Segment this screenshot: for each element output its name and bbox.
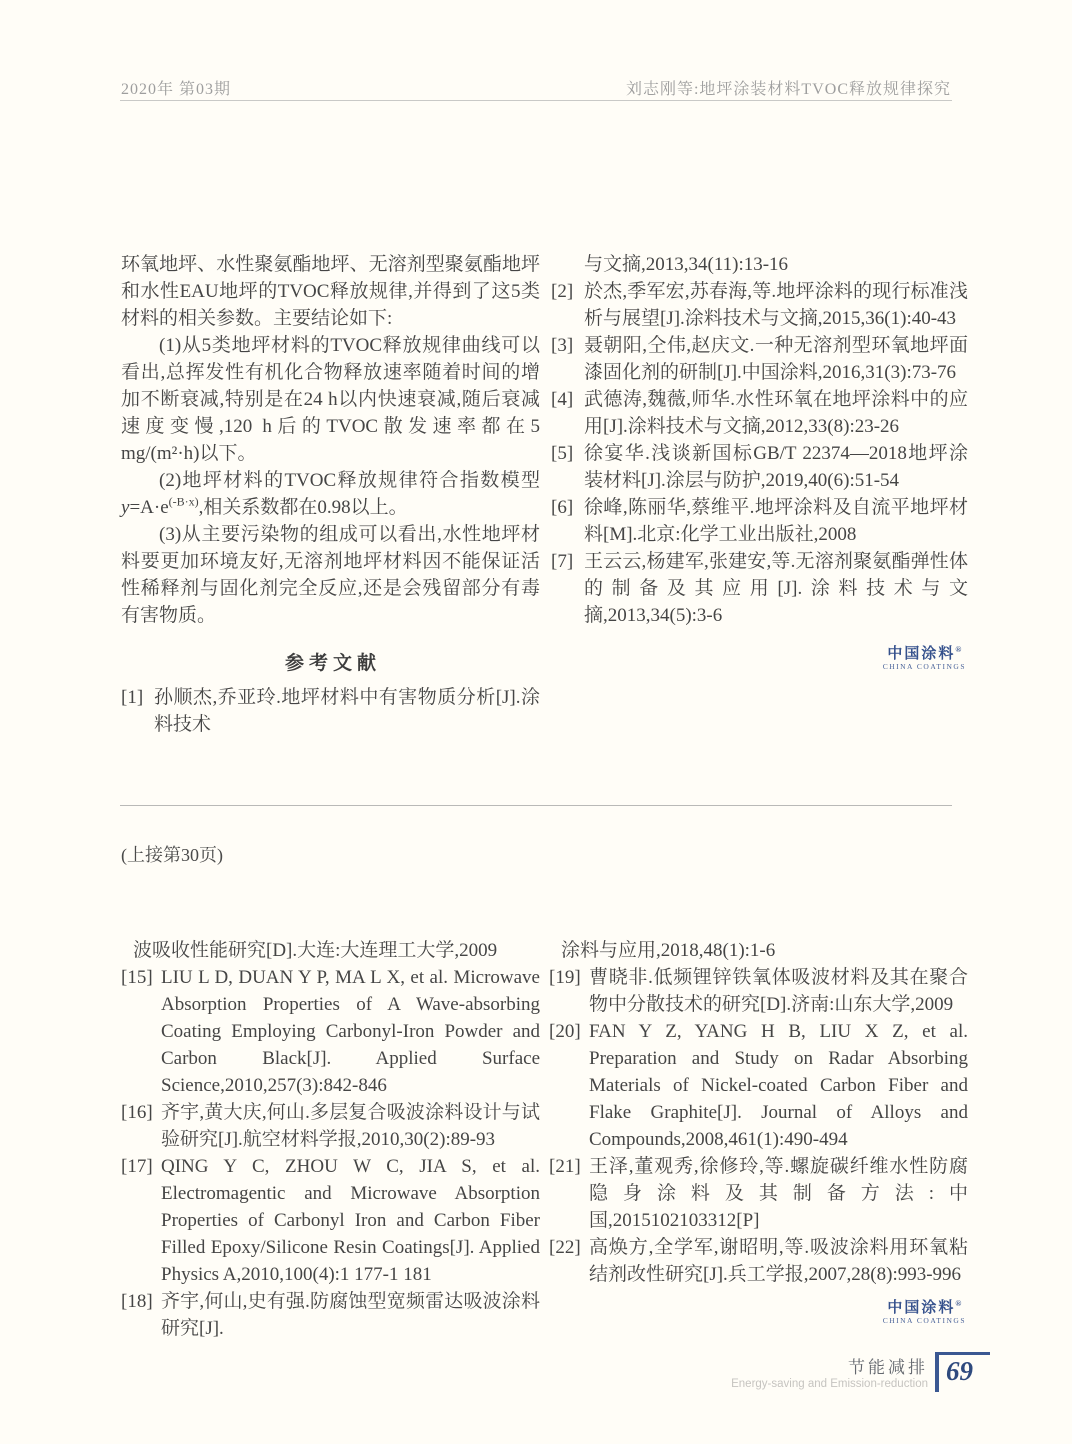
bottom-right-column xyxy=(549,937,968,1325)
reference-text: 於杰,季军宏,苏春海,等.地坪涂料的现行标准浅析与展望[J].涂料技术与文摘,2015,36(1):40-43 xyxy=(584,281,968,329)
formula-variable: y xyxy=(121,497,130,518)
reference-item-15 xyxy=(121,964,540,1099)
reference-text: 波吸收性能研究[D].大连:大连理工大学,2009 xyxy=(133,940,498,961)
reference-item-19 xyxy=(549,964,968,1018)
reference-text: 涂料与应用,2018,48(1):1-6 xyxy=(561,940,776,961)
reference-number: [21] xyxy=(549,1156,581,1177)
china-coatings-logo xyxy=(883,1296,966,1325)
header-running-title: 刘志刚等:地坪涂装材料TVOC释放规律探究 xyxy=(625,81,951,98)
reference-item-20 xyxy=(549,1018,968,1153)
reference-number: [6] xyxy=(551,497,574,518)
top-right-column xyxy=(551,251,968,671)
reference-item-7 xyxy=(551,548,968,629)
reference-text: 高焕方,全学军,谢昭明,等.吸波涂料用环氧粘结剂改性研究[J].兵工学报,2007,28(8):993-996 xyxy=(589,1237,968,1285)
reference-item-2 xyxy=(551,278,968,332)
reference-item-21 xyxy=(549,1153,968,1234)
reference-text: 王云云,杨建军,张建安,等.无溶剂聚氨酯弹性体的制备及其应用[J].涂料技术与文摘,2013,34(5):3-6 xyxy=(584,551,968,626)
reference-text: 曹晓非.低频锂锌铁氧体吸波材料及其在聚合物中分散技术的研究[D].济南:山东大学,2009 xyxy=(589,967,968,1015)
conclusion-intro: 环氧地坪、水性聚氨酯地坪、无溶剂型聚氨酯地坪和水性EAU地坪的TVOC释放规律,并得到了这5类材料的相关参数。主要结论如下: xyxy=(121,254,540,329)
registered-mark-icon: ® xyxy=(955,645,962,654)
reference-text: 齐宇,何山,史有强.防腐蚀型宽频雷达吸波涂料研究[J]. xyxy=(161,1291,540,1339)
formula-eq: =A·e xyxy=(129,497,169,518)
reference-item-18 xyxy=(121,1288,540,1342)
reference-number: [5] xyxy=(551,443,574,464)
logo-zh-label: 中国涂料 xyxy=(887,646,956,662)
logo-zh-label: 中国涂料 xyxy=(887,1300,956,1316)
conclusion-point-2 xyxy=(121,467,540,521)
logo-english-text: CHINA COATINGS xyxy=(882,662,966,671)
logo-chinese-text xyxy=(883,642,966,662)
china-coatings-logo xyxy=(883,642,966,671)
reference-item-22 xyxy=(549,1234,968,1288)
header-issue: 2020年 第03期 xyxy=(121,81,232,98)
formula-exponent: (-B·x) xyxy=(168,494,199,509)
reference-text: 武德涛,魏薇,师华.水性环氧在地坪涂料中的应用[J].涂料技术与文摘,2012,33(8):23-26 xyxy=(584,389,968,437)
reference-item-4 xyxy=(551,386,968,440)
footer-section-chinese: 节能减排 xyxy=(848,1358,928,1377)
reference-item-5 xyxy=(551,440,968,494)
reference-number: [18] xyxy=(121,1291,153,1312)
reference-item-3 xyxy=(551,332,968,386)
logo-english-text: CHINA COATINGS xyxy=(882,1316,966,1325)
reference-text: FAN Y Z, YANG H B, LIU X Z, et al. Preparation and Study on Radar Absorbing Materials of Nickel-coated Carbon Fiber and Flake Graphite[J]. Journal of Alloys and Compounds,2008,461(1):490-494 xyxy=(589,1021,968,1150)
reference-text: 徐峰,陈丽华,蔡维平.地坪涂料及自流平地坪材料[M].北京:化学工业出版社,2008 xyxy=(584,497,968,545)
page-number-bracket xyxy=(935,1352,990,1392)
reference-text: 与文摘,2013,34(11):13-16 xyxy=(584,254,789,275)
reference-text: 孙顺杰,乔亚玲.地坪材料中有害物质分析[J].涂料技术 xyxy=(154,687,540,735)
top-left-column xyxy=(121,251,540,738)
continued-from-note: (上接第30页) xyxy=(121,845,223,865)
bottom-left-column xyxy=(121,937,540,1342)
reference-text: 徐宴华.浅谈新国标GB/T 22374—2018地坪涂装材料[J].涂层与防护,2019,40(6):51-54 xyxy=(584,443,968,491)
reference-text: 王泽,董观秀,徐修玲,等.螺旋碳纤维水性防腐隐身涂料及其制备方法:中国,2015102103312[P] xyxy=(589,1156,968,1231)
conclusion-point-3: (3)从主要污染物的组成可以看出,水性地坪材料要更加环境友好,无溶剂地坪材料因不能保证活性稀释剂与固化剂完全反应,还是会残留部分有毒有害物质。 xyxy=(121,524,540,626)
reference-text: QING Y C, ZHOU W C, JIA S, et al. Electromagentic and Microwave Absorption Properties of Carbonyl Iron and Carbon Fiber Filled Epoxy/Silicone Resin Coatings[J]. Applied Physics A,2010,100(4):1 177-1 181 xyxy=(161,1156,540,1285)
reference-item-17 xyxy=(121,1153,540,1288)
reference-number: [2] xyxy=(551,281,574,302)
reference-item-6 xyxy=(551,494,968,548)
section-divider xyxy=(120,805,952,806)
reference-item-14-continued xyxy=(121,937,540,964)
registered-mark-icon: ® xyxy=(955,1299,962,1308)
conclusion-point-1: (1)从5类地坪材料的TVOC释放规律曲线可以看出,总挥发性有机化合物释放速率随着时间的增加不断衰减,特别是在24 h以内快速衰减,随后衰减速度变慢,120 h后的TVOC散发速率都在5 mg/(m²·h)以下。 xyxy=(121,335,540,464)
reference-number: [16] xyxy=(121,1102,153,1123)
reference-number: [1] xyxy=(121,687,144,708)
footer-section-english: Energy-saving and Emission-reduction xyxy=(731,1378,928,1390)
reference-item-18-continued xyxy=(549,937,968,964)
references-heading: 参考文献 xyxy=(284,653,381,674)
reference-number: [4] xyxy=(551,389,574,410)
reference-number: [19] xyxy=(549,967,581,988)
reference-number: [22] xyxy=(549,1237,581,1258)
reference-item-1 xyxy=(121,684,540,738)
footer-section-title xyxy=(731,1352,928,1391)
reference-text: LIU L D, DUAN Y P, MA L X, et al. Microwave Absorption Properties of A Wave-absorbing Coating Employing Carbonyl-Iron Powder and Carbon Black[J]. Applied Surface Science,2010,257(3):842-846 xyxy=(161,967,540,1096)
reference-number: [15] xyxy=(121,967,153,988)
reference-text: 齐宇,黄大庆,何山.多层复合吸波涂料设计与试验研究[J].航空材料学报,2010,30(2):89-93 xyxy=(161,1102,540,1150)
formula-pre: (2)地坪材料的TVOC释放规律符合指数模型 xyxy=(159,470,540,491)
reference-number: [7] xyxy=(551,551,574,572)
header-rule xyxy=(120,100,952,101)
logo-chinese-text xyxy=(883,1296,966,1316)
reference-number: [3] xyxy=(551,335,574,356)
reference-item-1-continued xyxy=(551,251,968,278)
page-number: 69 xyxy=(946,1356,973,1386)
formula-post: ,相关系数都在0.98以上。 xyxy=(198,497,408,518)
reference-number: [20] xyxy=(549,1021,581,1042)
page-footer xyxy=(731,1352,990,1392)
reference-item-16 xyxy=(121,1099,540,1153)
reference-text: 聂朝阳,仝伟,赵庆文.一种无溶剂型环氧地坪面漆固化剂的研制[J].中国涂料,2016,31(3):73-76 xyxy=(584,335,968,383)
reference-number: [17] xyxy=(121,1156,153,1177)
